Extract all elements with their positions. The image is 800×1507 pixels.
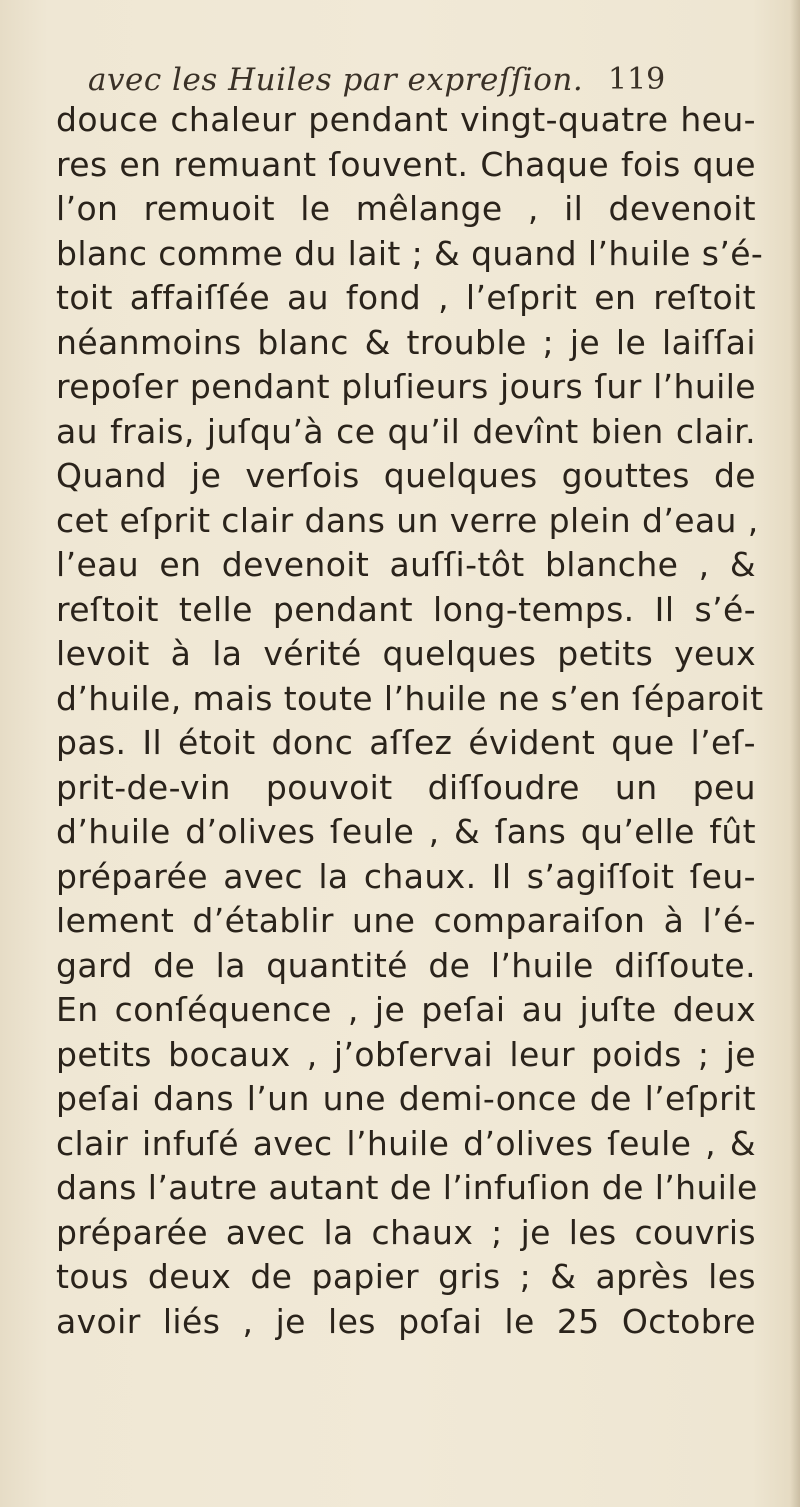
page-number: 119 — [608, 62, 666, 97]
text-line: res en remuant ſouvent. Chaque fois que — [56, 144, 756, 184]
text-line: clair infuſé avec l’huile d’olives ſeule , & — [56, 1123, 756, 1163]
text-line: cet eſprit clair dans un verre plein d’eau , — [56, 500, 759, 540]
text-line: préparée avec la chaux. Il s’agiſſoit ſeu- — [56, 856, 756, 896]
text-line: tous deux de papier gris ; & après les — [56, 1257, 756, 1296]
text-line: préparée avec la chaux ; je les couvris — [56, 1212, 756, 1252]
text-line: l’eau en devenoit auſſi-tôt blanche , & — [56, 545, 756, 584]
text-line: avoir liés , je les poſai le 25 Octobre — [56, 1301, 756, 1341]
text-line: prit-de-vin pouvoit diſſoudre un peu — [56, 767, 756, 807]
text-line: peſai dans l’un une demi-once de l’eſprit — [56, 1079, 756, 1118]
text-line: toit affaiſſée au fond , l’eſprit en reſtoit — [56, 278, 756, 317]
running-head-title: avec les Huiles par expreſſion. — [88, 62, 584, 98]
text-line: pas. Il étoit donc aſſez évident que l’eſ- — [56, 723, 756, 762]
text-line: néanmoins blanc & trouble ; je le laiſſai — [56, 322, 756, 362]
text-line: reſtoit telle pendant long-temps. Il s’é- — [56, 589, 756, 629]
text-line: l’on remuoit le mêlange , il devenoit — [56, 189, 756, 228]
text-line: d’huile d’olives ſeule , & ſans qu’elle fût — [56, 812, 756, 851]
text-line: lement d’établir une comparaiſon à l’é- — [56, 901, 756, 940]
text-line: Quand je verſois quelques gouttes de — [56, 456, 756, 495]
text-line: gard de la quantité de l’huile diſſoute. — [56, 945, 756, 985]
text-line: blanc comme du lait ; & quand l’huile s’é- — [56, 233, 764, 273]
text-line: douce chaleur pendant vingt-quatre heu- — [56, 100, 756, 139]
text-line: repoſer pendant pluſieurs jours ſur l’huile — [56, 367, 756, 406]
text-line: dans l’autre autant de l’infuſion de l’huile — [56, 1168, 758, 1207]
page-edge-shadow — [790, 0, 800, 1507]
body-text — [56, 98, 764, 1344]
running-head — [0, 62, 800, 102]
text-line: d’huile, mais toute l’huile ne s’en ſéparoit — [56, 678, 764, 718]
text-line: levoit à la vérité quelques petits yeux — [56, 634, 756, 673]
text-line: petits bocaux , j’obſervai leur poids ; je — [56, 1034, 756, 1074]
text-line: En conſéquence , je peſai au juſte deux — [56, 990, 756, 1029]
text-line: au frais, juſqu’à ce qu’il devînt bien clair. — [56, 411, 756, 451]
